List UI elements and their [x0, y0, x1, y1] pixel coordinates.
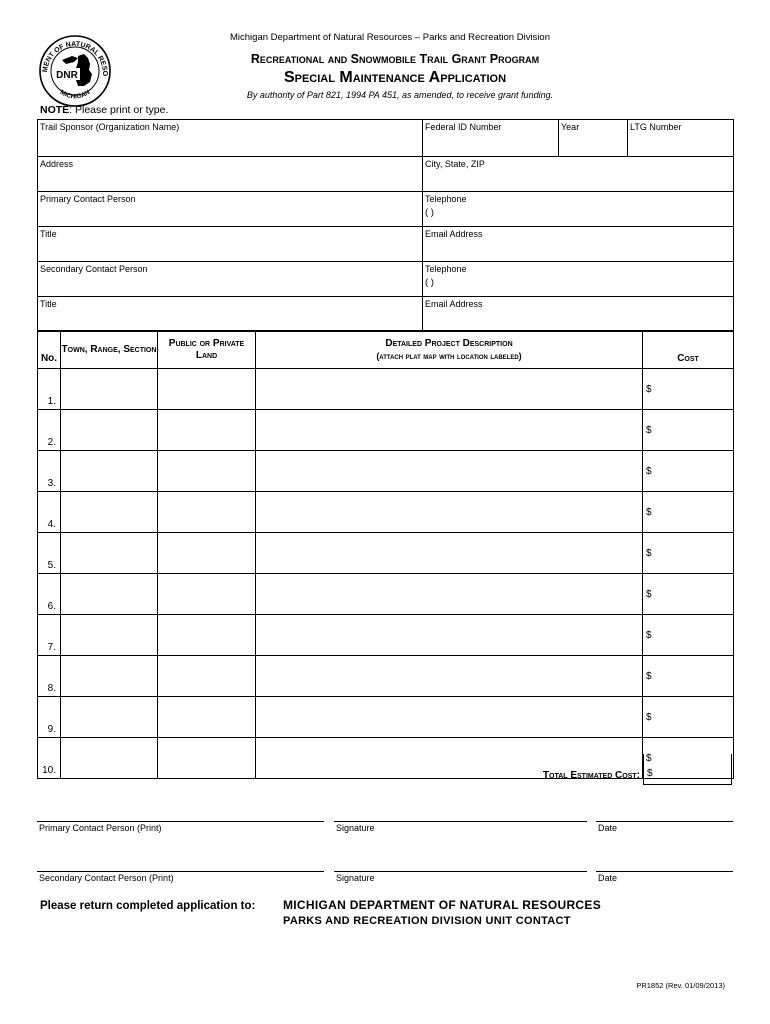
town-range-section-cell[interactable] [61, 492, 158, 533]
primary-signature-label: Signature [336, 823, 375, 833]
email-2-field[interactable] [423, 297, 734, 332]
description-title: Detailed Project Description [385, 337, 513, 349]
project-row [38, 656, 734, 697]
federal-id-label: Federal ID Number [425, 122, 502, 132]
cost-currency: $ [646, 588, 652, 600]
row-number: 7. [38, 615, 61, 656]
authority-statement: By authority of Part 821, 1994 PA 451, as amended, to receive grant funding. [246, 90, 554, 100]
cost-currency: $ [646, 465, 652, 477]
title-1-field[interactable] [38, 227, 423, 262]
project-row [38, 451, 734, 492]
return-instructions-label: Please return completed application to: [40, 900, 256, 912]
secondary-print-line[interactable] [37, 871, 324, 872]
primary-contact-field[interactable] [38, 192, 423, 227]
phone-1-parens: ( ) [425, 207, 434, 218]
description-cell[interactable] [256, 615, 643, 656]
col-header-cost: Cost [643, 331, 734, 369]
row-number: 2. [38, 410, 61, 451]
row-number: 3. [38, 451, 61, 492]
description-cell[interactable] [256, 656, 643, 697]
cost-cell[interactable] [643, 615, 734, 656]
note-text: : Please print or type. [69, 104, 169, 116]
cost-cell[interactable] [643, 533, 734, 574]
town-range-section-cell[interactable] [61, 615, 158, 656]
town-range-section-cell[interactable] [61, 369, 158, 410]
cost-currency: $ [646, 547, 652, 559]
year-label: Year [561, 122, 580, 132]
primary-date-line[interactable] [596, 821, 733, 822]
cost-currency: $ [646, 752, 652, 764]
row-number: 9. [38, 697, 61, 738]
town-range-section-cell[interactable] [61, 574, 158, 615]
land-type-cell[interactable] [158, 451, 256, 492]
address-label: Address [40, 159, 74, 169]
project-table [37, 330, 734, 779]
project-row [38, 533, 734, 574]
col-header-land: Public or Private Land [158, 331, 256, 369]
total-currency: $ [647, 768, 653, 779]
description-cell[interactable] [256, 492, 643, 533]
cost-currency: $ [646, 670, 652, 682]
row-number: 1. [38, 369, 61, 410]
project-row [38, 369, 734, 410]
title-2-label: Title [40, 299, 57, 309]
seal-text-top: MENT OF NATURAL RESO [41, 40, 109, 77]
primary-print-line[interactable] [37, 821, 324, 822]
land-type-cell[interactable] [158, 656, 256, 697]
return-address-line2: PARKS AND RECREATION DIVISION UNIT CONTACT [283, 915, 571, 927]
phone-2-parens: ( ) [425, 277, 434, 288]
seal-text-bottom: MICHIGAN [58, 88, 92, 101]
primary-print-label: Primary Contact Person (Print) [39, 823, 162, 833]
primary-date-label: Date [598, 823, 618, 833]
cost-cell[interactable] [643, 697, 734, 738]
project-row [38, 492, 734, 533]
land-type-cell[interactable] [158, 615, 256, 656]
description-cell[interactable] [256, 410, 643, 451]
note-label: NOTE [40, 104, 70, 116]
print-note [40, 104, 168, 116]
row-number: 8. [38, 656, 61, 697]
form-title: Special Maintenance Application [283, 69, 507, 86]
secondary-contact-label: Secondary Contact Person [40, 264, 148, 274]
email-1-field[interactable] [423, 227, 734, 262]
secondary-date-line[interactable] [596, 871, 733, 872]
city-state-zip-label: City, State, ZIP [425, 159, 485, 169]
telephone-2-field[interactable] [423, 262, 734, 297]
ltg-number-field[interactable] [628, 120, 734, 157]
trail-sponsor-field[interactable] [38, 120, 423, 157]
address-field[interactable] [38, 157, 423, 192]
agency-name: Michigan Department of Natural Resources – Parks and Recreation Division [230, 32, 550, 43]
cost-currency: $ [646, 711, 652, 723]
program-name: Recreational and Snowmobile Trail Grant Program [250, 52, 540, 66]
trail-sponsor-label: Trail Sponsor (Organization Name) [40, 122, 180, 132]
row-number: 10. [38, 738, 61, 779]
total-cost-field[interactable] [643, 754, 732, 785]
town-range-section-cell[interactable] [61, 410, 158, 451]
town-range-section-cell[interactable] [61, 533, 158, 574]
row-number: 4. [38, 492, 61, 533]
town-range-section-cell[interactable] [61, 656, 158, 697]
secondary-signature-label: Signature [336, 873, 375, 883]
cost-cell[interactable] [643, 369, 734, 410]
telephone-1-field[interactable] [423, 192, 734, 227]
seal-abbr: DNR [56, 70, 78, 81]
description-subtitle: (attach plat map with location labeled) [376, 350, 522, 361]
year-field[interactable] [559, 120, 628, 157]
applicant-info-table [37, 119, 734, 332]
cost-currency: $ [646, 506, 652, 518]
col-header-description [256, 331, 643, 369]
title-1-label: Title [40, 229, 57, 239]
cost-cell[interactable] [643, 656, 734, 697]
project-row [38, 574, 734, 615]
federal-id-field[interactable] [423, 120, 559, 157]
land-type-cell[interactable] [158, 738, 256, 779]
form-number: PR1852 (Rev. 01/09/2013) [636, 981, 725, 990]
land-type-cell[interactable] [158, 492, 256, 533]
cost-currency: $ [646, 629, 652, 641]
secondary-print-label: Secondary Contact Person (Print) [39, 873, 174, 883]
description-cell[interactable] [256, 369, 643, 410]
row-number: 5. [38, 533, 61, 574]
cost-cell[interactable] [643, 451, 734, 492]
cost-cell[interactable] [643, 492, 734, 533]
project-row [38, 697, 734, 738]
town-range-section-cell[interactable] [61, 697, 158, 738]
description-cell[interactable] [256, 574, 643, 615]
land-type-cell[interactable] [158, 533, 256, 574]
land-type-cell[interactable] [158, 697, 256, 738]
email-1-label: Email Address [425, 229, 483, 239]
town-range-section-cell[interactable] [61, 738, 158, 779]
primary-signature-line[interactable] [334, 821, 587, 822]
land-type-cell[interactable] [158, 410, 256, 451]
secondary-signature-line[interactable] [334, 871, 587, 872]
col-header-no: No. [38, 331, 61, 369]
cost-currency: $ [646, 424, 652, 436]
row-number: 6. [38, 574, 61, 615]
col-header-town: Town, Range, Section [61, 331, 158, 369]
return-address-line1: MICHIGAN DEPARTMENT OF NATURAL RESOURCES [283, 898, 601, 912]
cost-currency: $ [646, 383, 652, 395]
town-range-section-cell[interactable] [61, 451, 158, 492]
description-cell[interactable] [256, 451, 643, 492]
project-row [38, 410, 734, 451]
email-2-label: Email Address [425, 299, 483, 309]
secondary-contact-field[interactable] [38, 262, 423, 297]
project-row [38, 615, 734, 656]
city-state-zip-field[interactable] [423, 157, 734, 192]
description-cell[interactable] [256, 697, 643, 738]
land-type-cell[interactable] [158, 574, 256, 615]
description-cell[interactable] [256, 533, 643, 574]
telephone-2-label: Telephone [425, 264, 467, 274]
secondary-date-label: Date [598, 873, 618, 883]
telephone-1-label: Telephone [425, 194, 467, 204]
cost-cell[interactable] [643, 574, 734, 615]
land-type-cell[interactable] [158, 369, 256, 410]
cost-cell[interactable] [643, 410, 734, 451]
primary-contact-label: Primary Contact Person [40, 194, 136, 204]
title-2-field[interactable] [38, 297, 423, 332]
ltg-number-label: LTG Number [630, 122, 682, 132]
total-cost-label: Total Estimated Cost: [542, 770, 640, 781]
